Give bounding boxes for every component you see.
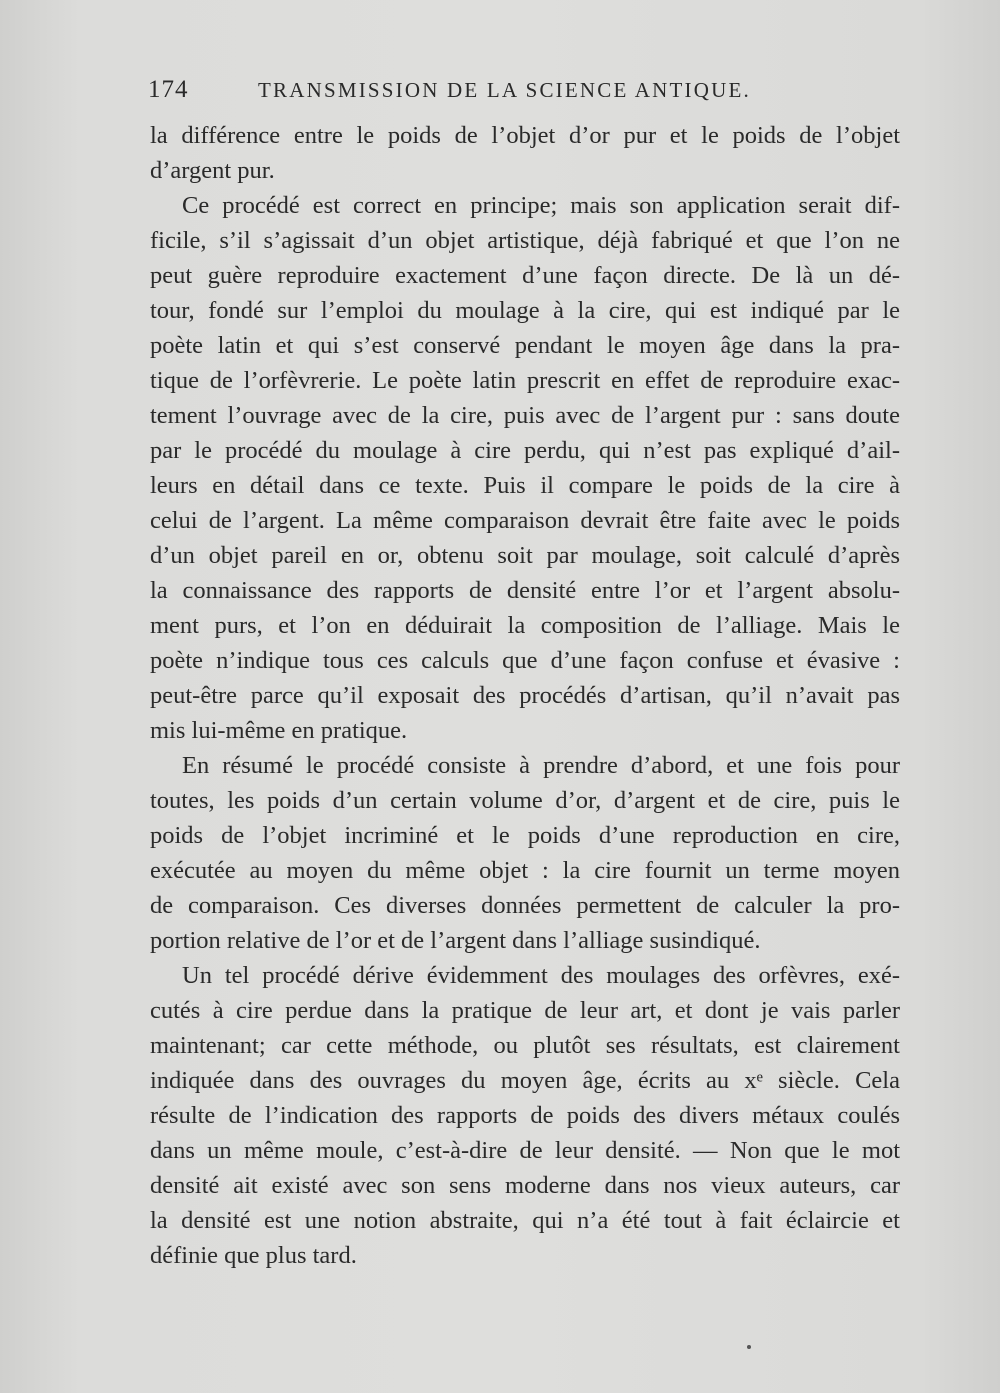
text-line: par le procédé du moulage à cire perdu, qui n’est pas expliqué d’ail- <box>150 437 900 464</box>
text-line: ment purs, et l’on en déduirait la composition de l’alliage. Mais le <box>150 612 900 639</box>
paper-speck <box>747 1345 751 1349</box>
text-line: ficile, s’il s’agissait d’un objet artistique, déjà fabriqué et que l’on ne <box>150 227 900 254</box>
text-line: la densité est une notion abstraite, qui n’a été tout à fait éclaircie et <box>150 1207 900 1234</box>
text-line: peut guère reproduire exactement d’une façon directe. De là un dé- <box>150 262 900 289</box>
text-line: tique de l’orfèvrerie. Le poète latin prescrit en effet de reproduire exac- <box>150 367 900 394</box>
page-number: 174 <box>148 76 189 103</box>
text-line: d’argent pur. <box>150 157 275 184</box>
text-line: Ce procédé est correct en principe; mais son application serait dif- <box>182 192 900 219</box>
text-line: densité ait existé avec son sens moderne dans nos vieux auteurs, car <box>150 1172 900 1199</box>
text-line: peut-être parce qu’il exposait des procédés d’artisan, qu’il n’avait pas <box>150 682 900 709</box>
text-line: la connaissance des rapports de densité entre l’or et l’argent absolu- <box>150 577 900 604</box>
text-line: indiquée dans des ouvrages du moyen âge, écrits au xᵉ siècle. Cela <box>150 1067 900 1094</box>
body-text <box>150 118 900 1273</box>
running-title: TRANSMISSION DE LA SCIENCE ANTIQUE. <box>258 78 751 102</box>
text-line: mis lui-même en pratique. <box>150 717 408 744</box>
text-line: poids de l’objet incriminé et le poids d’une reproduction en cire, <box>150 822 900 849</box>
text-line: portion relative de l’or et de l’argent dans l’alliage susindiqué. <box>150 927 761 954</box>
text-line: poète latin et qui s’est conservé pendant le moyen âge dans la pra- <box>150 332 900 359</box>
text-line: définie que plus tard. <box>150 1242 357 1269</box>
text-line: poète n’indique tous ces calculs que d’une façon confuse et évasive : <box>150 647 900 674</box>
text-line: cutés à cire perdue dans la pratique de leur art, et dont je vais parler <box>150 997 900 1024</box>
text-line: tement l’ouvrage avec de la cire, puis avec de l’argent pur : sans doute <box>150 402 900 429</box>
text-line: exécutée au moyen du même objet : la cire fournit un terme moyen <box>150 857 900 884</box>
text-line: de comparaison. Ces diverses données permettent de calculer la pro- <box>150 892 900 919</box>
text-line: leurs en détail dans ce texte. Puis il compare le poids de la cire à <box>150 472 900 499</box>
text-line: En résumé le procédé consiste à prendre d’abord, et une fois pour <box>182 752 900 779</box>
text-line: dans un même moule, c’est-à-dire de leur densité. — Non que le mot <box>150 1137 900 1164</box>
text-line: Un tel procédé dérive évidemment des moulages des orfèvres, exé- <box>182 962 900 989</box>
text-line: celui de l’argent. La même comparaison devrait être faite avec le poids <box>150 507 900 534</box>
text-line: toutes, les poids d’un certain volume d’or, d’argent et de cire, puis le <box>150 787 900 814</box>
text-line: résulte de l’indication des rapports de poids des divers métaux coulés <box>150 1102 900 1129</box>
text-line: d’un objet pareil en or, obtenu soit par moulage, soit calculé d’après <box>150 542 900 569</box>
text-line: la différence entre le poids de l’objet d’or pur et le poids de l’objet <box>150 122 900 149</box>
page-header <box>148 76 908 106</box>
text-line: tour, fondé sur l’emploi du moulage à la cire, qui est indiqué par le <box>150 297 900 324</box>
text-line: maintenant; car cette méthode, ou plutôt ses résultats, est clairement <box>150 1032 900 1059</box>
